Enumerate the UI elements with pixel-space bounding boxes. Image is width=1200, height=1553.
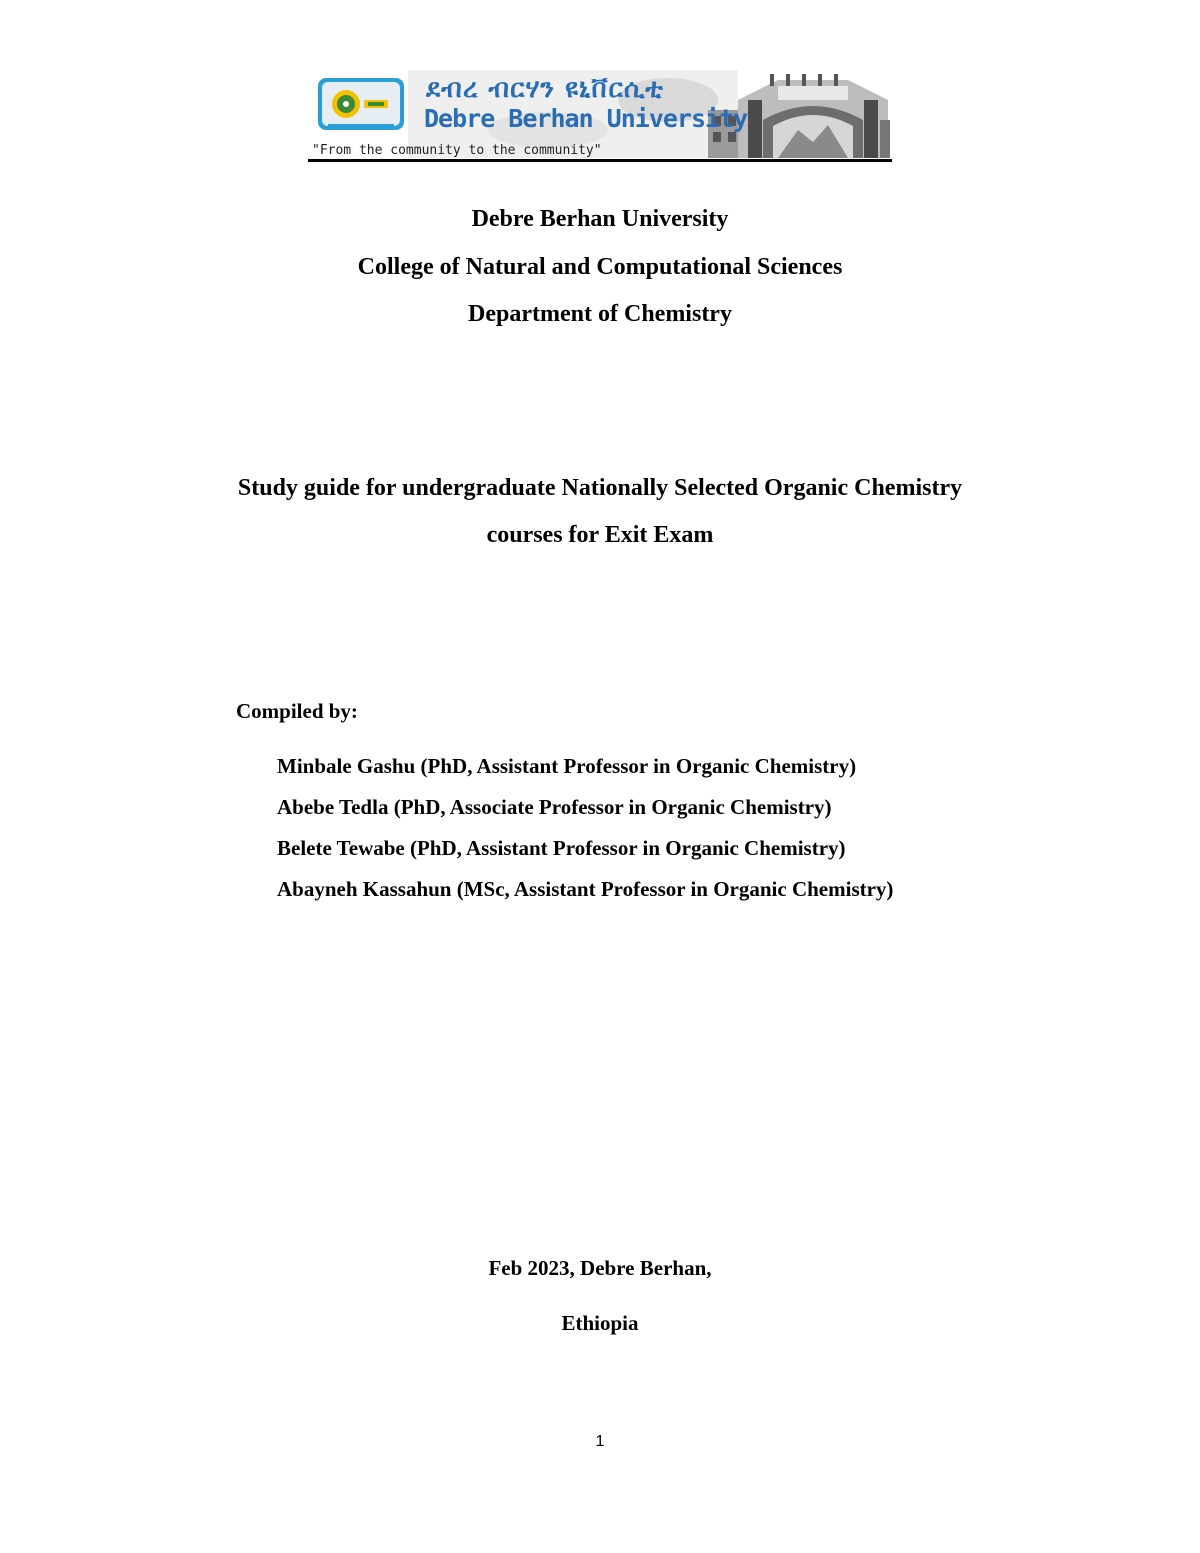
document-title-line-2: courses for Exit Exam (486, 522, 714, 548)
compiler-name: Minbale Gashu (PhD, Assistant Professor in Organic Chemistry) (277, 754, 857, 778)
banner-english-title: Debre Berhan University (424, 104, 748, 133)
university-logo-icon (318, 78, 404, 130)
country: Ethiopia (561, 1311, 639, 1335)
compiler-name: Belete Tewabe (PhD, Assistant Professor in Organic Chemistry) (277, 836, 846, 860)
college-name: College of Natural and Computational Sciences (357, 254, 843, 280)
department-name: Department of Chemistry (468, 301, 732, 327)
document-title-line-1: Study guide for undergraduate Nationally Selected Organic Chemistry (237, 475, 963, 501)
compiled-by-heading: Compiled by: (236, 699, 358, 723)
university-name: Debre Berhan University (471, 206, 729, 232)
banner-divider (308, 159, 892, 162)
banner-amharic-title: ደብረ ብርሃን ዩኒቨርሲቲ (426, 74, 664, 104)
university-banner (308, 70, 892, 162)
date-place: Feb 2023, Debre Berhan, (488, 1256, 712, 1280)
compiler-name: Abayneh Kassahun (MSc, Assistant Professor in Organic Chemistry) (277, 877, 894, 901)
page-number: 1 (595, 1433, 605, 1450)
banner-motto: "From the community to the community" (312, 143, 602, 158)
compiler-name: Abebe Tedla (PhD, Associate Professor in Organic Chemistry) (277, 795, 832, 819)
